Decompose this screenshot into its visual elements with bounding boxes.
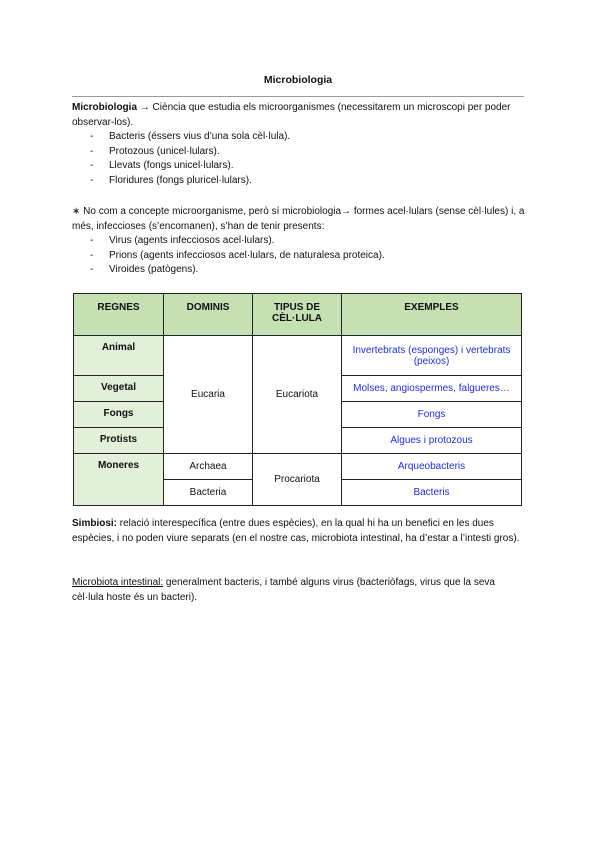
definition-paragraph xyxy=(72,101,528,130)
exemple-cell: Arqueobacteris xyxy=(342,454,522,480)
list-item: - Prions (agents infecciosos acel·lulars, de naturalesa proteica). xyxy=(72,249,528,264)
microbiota-term: Microbiota intestinal: xyxy=(72,577,164,588)
regne-cell: Vegetal xyxy=(74,376,164,402)
microbiota-paragraph xyxy=(72,576,528,605)
exemple-cell: Fongs xyxy=(342,402,522,428)
exemple-cell: Bacteris xyxy=(342,480,522,506)
list-item: - Viroides (patògens). xyxy=(72,263,528,278)
tipus-cell: Eucariota xyxy=(253,336,342,454)
list-item: - Protozous (unicel·lulars). xyxy=(72,145,528,160)
header-tipus: TIPUS DE CÈL·LULA xyxy=(253,294,342,336)
domini-cell: Bacteria xyxy=(164,480,253,506)
header-dominis: DOMINIS xyxy=(164,294,253,336)
definition-section xyxy=(72,101,528,189)
exemple-cell: Invertebrats (esponges) i vertebrats (peixos) xyxy=(342,336,522,376)
definition-arrow: → xyxy=(139,102,150,113)
definition-text: Ciència que estudia els microorganismes (necessitarem un microscopi per poder observar-los). xyxy=(72,102,511,128)
regne-cell: Moneres xyxy=(74,454,164,506)
simbiosi-paragraph xyxy=(72,517,528,546)
table-row xyxy=(74,336,522,376)
page-title: Microbiologia xyxy=(263,74,333,86)
tipus-cell: Procariota xyxy=(253,454,342,506)
microorganism-list xyxy=(72,130,528,188)
table-row xyxy=(74,454,522,480)
domini-cell: Eucaria xyxy=(164,336,253,454)
regne-cell: Protists xyxy=(74,428,164,454)
list-item: - Llevats (fongs unicel·lulars). xyxy=(72,159,528,174)
definition-term: Microbiologia xyxy=(72,102,137,113)
note-section xyxy=(72,205,528,278)
list-item: - Bacteris (éssers vius d’una sola cèl·lula). xyxy=(72,130,528,145)
list-item: - Virus (agents infecciosos acel·lulars). xyxy=(72,234,528,249)
exemple-cell: Molses, angiospermes, falgueres… xyxy=(342,376,522,402)
regne-cell: Fongs xyxy=(74,402,164,428)
domini-cell: Archaea xyxy=(164,454,253,480)
list-item: - Floridures (fongs pluricel·lulars). xyxy=(72,174,528,189)
note-paragraph: ∗ No com a concepte microorganisme, però sí microbiologia→ formes acel·lulars (sense cèl·lules) i, a més, infeccioses (s’encomanen), s’han de tenir presents: xyxy=(72,206,525,232)
exemple-cell: Algues i protozous xyxy=(342,428,522,454)
table-header-row xyxy=(74,294,522,336)
header-regnes: REGNES xyxy=(74,294,164,336)
header-exemples: EXEMPLES xyxy=(342,294,522,336)
simbiosi-term: Simbiosi: xyxy=(72,518,118,529)
simbiosi-text: relació interespecífica (entre dues espècies), en la qual hi ha un benefici en les dues espècies, i no poden viure separats (en el nostre cas, microbiota intestinal, ha d’estar a l’intesti gros). xyxy=(72,518,520,544)
acellular-list xyxy=(72,234,528,278)
regne-cell: Animal xyxy=(74,336,164,376)
kingdoms-table xyxy=(73,293,522,506)
title-divider xyxy=(72,96,524,97)
microbiota-text: generalment bacteris, i també alguns virus (bacteriòfags, virus que la seva cèl·lula hoste és un bacteri). xyxy=(72,577,495,603)
